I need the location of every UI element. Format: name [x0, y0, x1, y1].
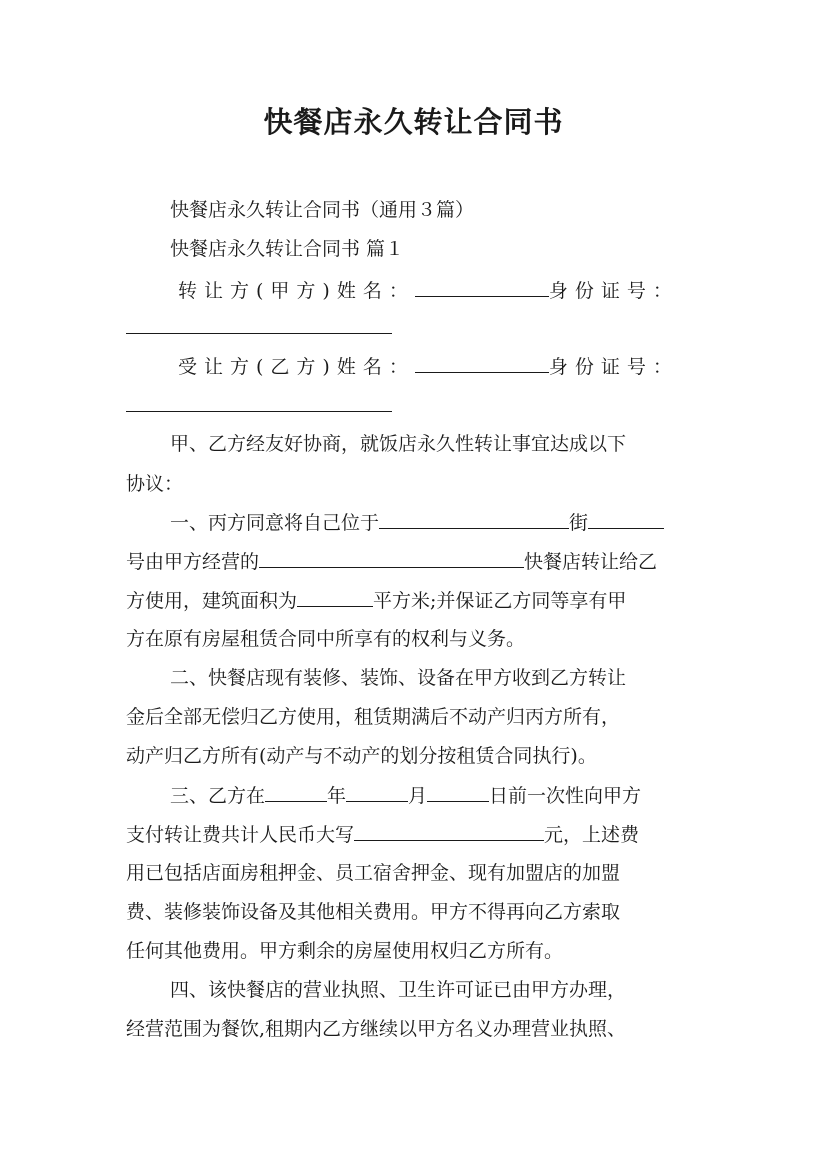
section-heading: 快餐店永久转让合同书 篇１ [170, 238, 405, 260]
clause1-text-a: 一、丙方同意将自己位于 [170, 512, 380, 534]
clause3-line-5: 任何其他费用。甲方剩余的房屋使用权归乙方所有。 [126, 940, 564, 962]
clause3-line-3: 用已包括店面房租押金、员工宿舍押金、现有加盟店的加盟 [126, 862, 621, 884]
document-subtitle: 快餐店永久转让合同书（通用３篇） [170, 199, 475, 221]
clause3-text-e: 支付转让费共计人民币大写 [126, 824, 355, 846]
party-b-name-blank [415, 354, 549, 373]
clause3-text-f: 元，上述费 [544, 824, 640, 846]
clause3-text-d: 日前一次性向甲方 [489, 785, 642, 807]
party-b-id-blank [126, 411, 392, 412]
amount-blank [354, 822, 544, 841]
clause1-line-2 [126, 549, 657, 574]
area-blank [297, 588, 373, 607]
clause2-line-3: 动产归乙方所有(动产与不动产的划分按租赁合同执行)。 [126, 745, 597, 767]
party-a-name-blank [415, 278, 549, 297]
party-b-name-label: 受让方(乙方)姓名： [178, 356, 415, 378]
clause1-text-f: 平方米;并保证乙方同等享有甲 [373, 590, 627, 612]
clause1-text-b: 街 [569, 512, 589, 534]
clause4-line-2: 经营范围为餐饮,租期内乙方继续以甲方名义办理营业执照、 [126, 1018, 627, 1040]
clause1-line-4: 方在原有房屋租赁合同中所享有的权利与义务。 [126, 628, 526, 650]
year-blank [265, 783, 327, 802]
clause3-line-4: 费、装修装饰设备及其他相关费用。甲方不得再向乙方索取 [126, 901, 621, 923]
month-blank [346, 783, 408, 802]
clause2-line-2: 金后全部无偿归乙方使用，租赁期满后不动产归丙方所有， [126, 706, 621, 728]
party-a-line [178, 278, 679, 303]
clause1-line-1 [170, 510, 664, 535]
party-b-id-label: 身份证号： [548, 356, 679, 378]
clause1-text-c: 号由甲方经营的 [126, 551, 260, 573]
intro-line-2: 协议： [126, 473, 184, 495]
party-a-id-blank [126, 333, 392, 334]
clause3-line-1 [170, 783, 641, 808]
document-title: 快餐店永久转让合同书 [263, 105, 564, 139]
number-blank [588, 510, 664, 529]
clause2-line-1: 二、快餐店现有装修、装饰、设备在甲方收到乙方转让 [170, 667, 627, 689]
street-blank [379, 510, 569, 529]
day-blank [427, 783, 489, 802]
clause3-line-2 [126, 822, 639, 847]
clause3-text-c: 月 [408, 785, 428, 807]
clause1-text-e: 方使用，建筑面积为 [126, 590, 298, 612]
shop-name-blank [259, 549, 524, 568]
clause3-text-b: 年 [327, 785, 347, 807]
clause1-text-d: 快餐店转让给乙 [524, 551, 658, 573]
party-b-line [178, 354, 679, 379]
intro-line-1: 甲、乙方经友好协商，就饭店永久性转让事宜达成以下 [170, 433, 627, 455]
clause4-line-1: 四、该快餐店的营业执照、卫生许可证已由甲方办理， [170, 979, 627, 1001]
clause3-text-a: 三、乙方在 [170, 785, 266, 807]
party-a-name-label: 转让方(甲方)姓名： [178, 280, 415, 302]
party-a-id-label: 身份证号： [548, 280, 679, 302]
clause1-line-3 [126, 588, 626, 613]
